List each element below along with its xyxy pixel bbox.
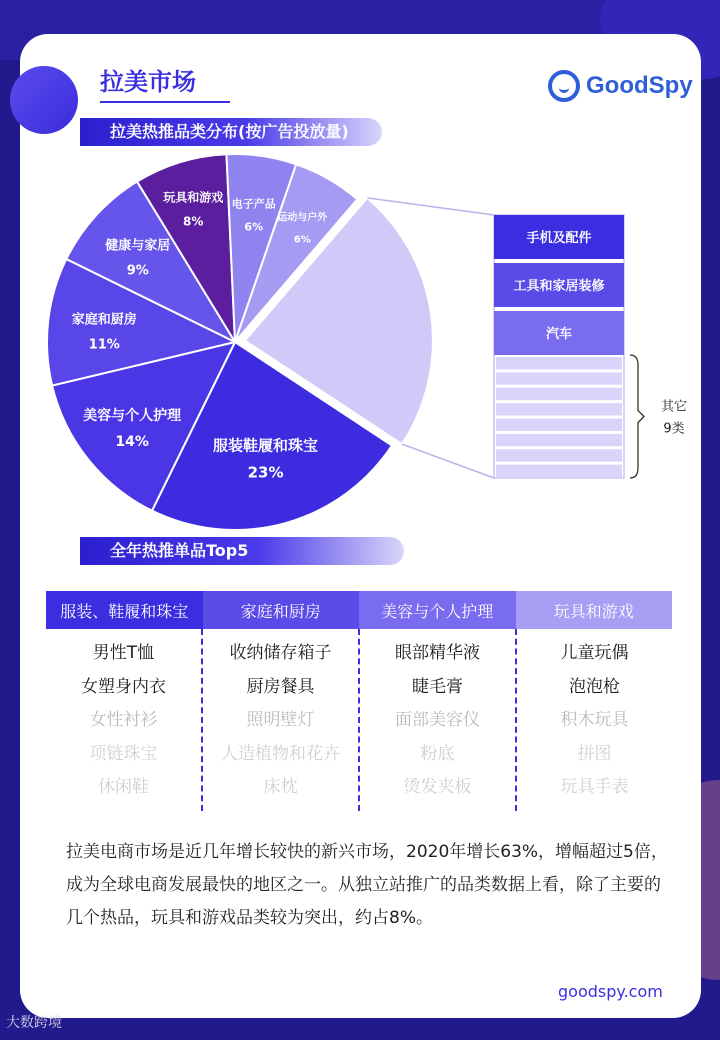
breakdown-other-stripe [496, 372, 622, 384]
breakdown-other-stripe [496, 434, 622, 446]
breakdown-label-2: 汽车 [545, 327, 573, 342]
breakdown-other-stripe [496, 388, 622, 400]
breakdown-other-stripe [496, 419, 622, 431]
breakdown-other-stripe [496, 465, 622, 477]
connector-line-bottom [402, 444, 494, 478]
pie-slice-value-5: 6% [244, 220, 264, 234]
summary-paragraph: 拉美电商市场是近几年增长较快的新兴市场，2020年增长63%，增幅超过5倍，成为全球电商发展最快的地区之一。从独立站推广的品类数据上看，除了主要的几个热品，玩具和游戏品类较为突出，约占8%。 [66, 842, 668, 928]
breakdown-label-0: 手机及配件 [526, 231, 592, 246]
pie-slice-value-3: 9% [126, 263, 149, 279]
table-cell: 厨房餐具 [246, 676, 315, 697]
breakdown-other-stripe [496, 357, 622, 369]
table-cell: 照明壁灯 [246, 710, 315, 730]
table-cell: 男性T恤 [92, 643, 155, 663]
table-cell: 面部美容仪 [395, 710, 480, 730]
table-cell: 人造植物和花卉 [221, 743, 340, 764]
top5-table [46, 591, 672, 811]
pie-slice-label-4: 玩具和游戏 [163, 190, 224, 205]
breakdown-label-1: 工具和家居装修 [513, 279, 605, 294]
top5-column-0 [46, 629, 201, 811]
table-cell: 收纳储存箱子 [229, 643, 332, 663]
pie-slice-label-3: 健康与家居 [105, 238, 171, 254]
column-header-apparel: 服装、鞋履和珠宝 [46, 591, 203, 629]
breakdown-other-count: 9类 [663, 421, 685, 437]
top5-column-1 [201, 629, 358, 811]
top5-table-body [46, 629, 672, 811]
pie-slice-label-1: 美容与个人护理 [83, 408, 182, 425]
table-cell: 泡泡枪 [569, 676, 620, 697]
table-cell: 眼部精华液 [395, 643, 480, 663]
pie-slice-value-4: 8% [183, 214, 204, 229]
pie-slice-value-1: 14% [115, 434, 149, 451]
table-cell: 拼图 [577, 743, 612, 764]
table-cell: 床枕 [263, 777, 298, 797]
breakdown-other-stripe [496, 403, 622, 415]
pie-slice-label-5: 电子产品 [231, 197, 276, 211]
table-cell: 玩具手表 [560, 777, 629, 797]
table-cell: 粉底 [420, 743, 455, 764]
table-cell: 睫毛膏 [412, 676, 463, 697]
top5-table-header [46, 591, 672, 629]
table-cell: 项链珠宝 [89, 743, 158, 764]
page-title: 拉美市场 [100, 68, 196, 96]
top5-column-2 [358, 629, 515, 811]
breakdown-other-stripe [496, 449, 622, 461]
table-cell: 积木玩具 [560, 710, 629, 730]
pie-slice-value-0: 23% [247, 463, 284, 482]
pie-section-banner: 拉美热推品类分布(按广告投放量) [80, 118, 382, 146]
column-header-toys: 玩具和游戏 [516, 591, 673, 629]
footer-url[interactable]: goodspy.com [558, 982, 663, 1001]
pie-slice-value-2: 11% [88, 337, 120, 353]
table-cell: 休闲鞋 [98, 777, 149, 797]
pie-slice-label-6: 运动与户外 [277, 212, 328, 224]
top5-section-banner: 全年热推单品Top5 [80, 537, 404, 565]
breakdown-brace [630, 355, 644, 478]
logo-text: GoodSpy [586, 72, 693, 99]
connector-line-top [367, 198, 494, 215]
table-cell: 女性衬衫 [89, 710, 158, 730]
breakdown-other-label: 其它 [660, 399, 688, 415]
column-header-beauty: 美容与个人护理 [359, 591, 516, 629]
watermark: 大数跨境 [6, 1015, 62, 1031]
top5-column-3 [515, 629, 672, 811]
table-cell: 女塑身内衣 [81, 676, 166, 697]
pie-slice-value-6: 6% [293, 234, 311, 246]
pie-slice-label-2: 家庭和厨房 [71, 312, 137, 328]
pie-slice-label-0: 服装鞋履和珠宝 [213, 436, 319, 455]
column-header-home-kitchen: 家庭和厨房 [203, 591, 360, 629]
table-cell: 儿童玩偶 [560, 643, 629, 663]
table-cell: 烫发夹板 [403, 777, 472, 797]
